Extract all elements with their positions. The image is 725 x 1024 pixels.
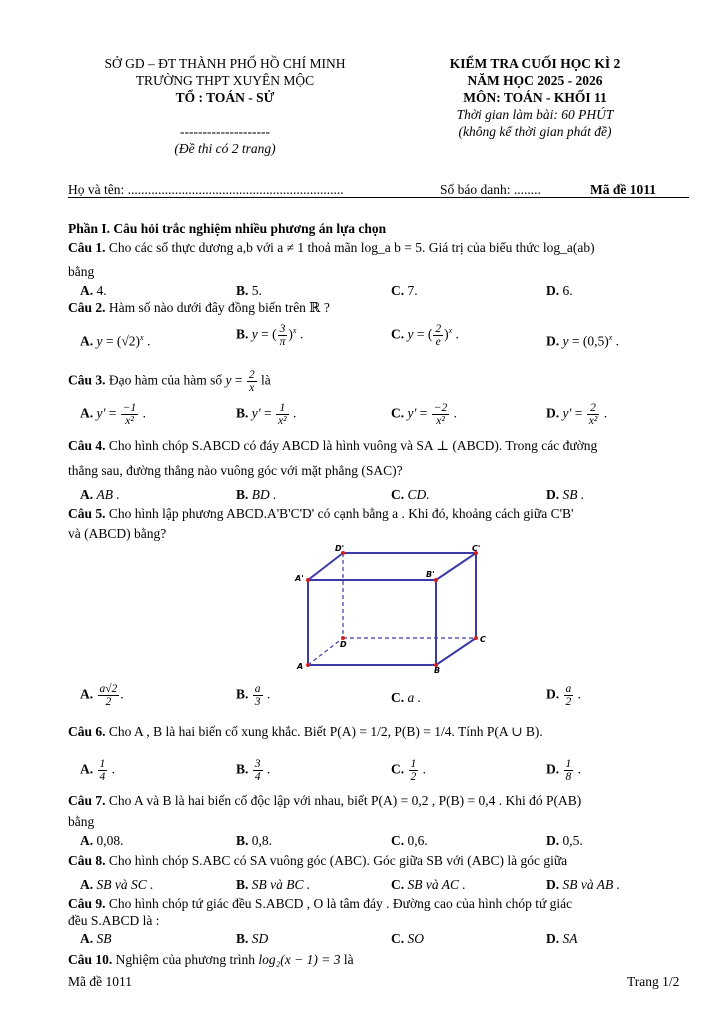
- q3-label: Câu 3.: [68, 372, 106, 388]
- q1-label: Câu 1.: [68, 240, 106, 255]
- q2-option-c[interactable]: C. y = ( $\frac{2}{e}$ )$^x$ .: [391, 322, 459, 348]
- group-name: TỔ : TOÁN - SỬ: [175, 90, 275, 105]
- q6-option-c[interactable]: C. $\frac{1}{2}$ .: [391, 758, 426, 783]
- q3-option-b[interactable]: B. y' = $\frac{1}{\text{x²}}$ .: [236, 402, 297, 427]
- q4-cont: thẳng sau, đường thẳng nào vuông góc với mặt phẳng (SAC)?: [68, 463, 403, 478]
- q6-option-d[interactable]: D. $\frac{1}{8}$ .: [546, 758, 581, 783]
- q1-option-b[interactable]: B. 5.: [236, 283, 262, 298]
- q1-option-c[interactable]: C. 7.: [391, 283, 418, 298]
- q2-option-d[interactable]: D. $y = (0,5)^x$ .: [546, 333, 620, 349]
- q7-option-b[interactable]: B. 0,8.: [236, 833, 273, 848]
- q7-cont: bằng: [68, 814, 95, 829]
- q9-option-a[interactable]: A. SB: [80, 931, 112, 946]
- q8-text: Cho hình chóp S.ABC có SA vuông góc (ABC). Góc giữa SB với (ABC) là góc giữa: [108, 853, 568, 868]
- student-name-field: Họ và tên: ................................................................: [68, 182, 344, 197]
- q9-cont: đều S.ABCD là :: [68, 913, 160, 928]
- school-year: NĂM HỌC 2025 - 2026: [467, 73, 603, 88]
- duration-note: (không kể thời gian phát đề): [458, 124, 612, 139]
- q7-option-a[interactable]: A. 0,08.: [80, 833, 124, 848]
- question-8: [68, 852, 567, 869]
- q8-label: Câu 8.: [68, 853, 106, 868]
- subject: MÔN: TOÁN - KHỐI 11: [463, 90, 607, 105]
- vertex-D1: D': [335, 544, 345, 553]
- q7-option-c[interactable]: C. 0,6.: [391, 833, 428, 848]
- footer-exam-code: Mã đề 1011: [68, 974, 132, 989]
- vertex-C: C: [480, 635, 486, 644]
- q9-label: Câu 9.: [68, 896, 106, 911]
- cube-figure: [288, 540, 498, 675]
- q5-cont: và (ABCD) bằng?: [68, 526, 167, 541]
- q4-option-c[interactable]: C. CD.: [391, 487, 430, 502]
- vertex-B1: B': [426, 570, 435, 579]
- q6-text: Cho A , B là hai biến cố xung khắc. Biết P(A) = 1/2, P(B) = 1/4. Tính P(A ∪ B).: [108, 724, 543, 739]
- header-left: [70, 55, 380, 157]
- header-right: [410, 55, 660, 140]
- dept-name: SỞ GD – ĐT THÀNH PHỐ HỒ CHÍ MINH: [104, 56, 346, 71]
- q4-option-a[interactable]: A. AB .: [80, 487, 120, 502]
- q6-option-a[interactable]: A. $\frac{1}{4}$ .: [80, 758, 115, 783]
- q9-option-b[interactable]: B. SD: [236, 931, 269, 946]
- question-3: Câu 3. Đạo hàm của hàm số y = $\frac{2}{x}$ là: [68, 369, 271, 394]
- q5-option-b[interactable]: B. $\frac{a}{3}$ .: [236, 683, 271, 708]
- q8-option-d[interactable]: D. SB và AB .: [546, 877, 620, 892]
- q2-option-b[interactable]: B. y = ( $\frac{3}{\pi}$ )$^x$ .: [236, 322, 304, 348]
- q6-option-b[interactable]: B. $\frac{3}{4}$ .: [236, 758, 271, 783]
- q1-option-d[interactable]: D. 6.: [546, 283, 573, 298]
- school-name: TRƯỜNG THPT XUYÊN MỘC: [135, 73, 315, 88]
- section-title: Phần I. Câu hỏi trắc nghiệm nhiều phương án lựa chọn: [68, 221, 387, 236]
- question-1: [68, 239, 595, 256]
- q9-text: Cho hình chóp tứ giác đều S.ABCD , O là tâm đáy . Đường cao của hình chóp tứ giác: [108, 896, 573, 911]
- exam-title: KIỂM TRA CUỐI HỌC KÌ 2: [449, 56, 621, 71]
- question-7: [68, 792, 581, 809]
- vertex-C1: C': [472, 544, 481, 553]
- q7-option-d[interactable]: D. 0,5.: [546, 833, 583, 848]
- q4-text: Cho hình chóp S.ABCD có đáy ABCD là hình vuông và SA ⊥ (ABCD). Trong các đường: [108, 438, 598, 453]
- question-5: [68, 505, 573, 522]
- q2-label: Câu 2.: [68, 300, 106, 315]
- q9-option-c[interactable]: C. SO: [391, 931, 424, 946]
- vertex-A: A: [297, 662, 304, 671]
- q5-label: Câu 5.: [68, 506, 106, 521]
- q7-text: Cho A và B là hai biến cố độc lập với nhau, biết P(A) = 0,2 , P(B) = 0,4 . Khi đó P(AB): [108, 793, 582, 808]
- q8-option-c[interactable]: C. SB và AC .: [391, 877, 466, 892]
- question-9: [68, 895, 572, 912]
- q5-text: Cho hình lập phương ABCD.A'B'C'D' có cạnh bằng a . Khi đó, khoảng cách giữa C'B': [108, 506, 574, 521]
- page-note: (Đề thi có 2 trang): [174, 141, 276, 156]
- q4-option-d[interactable]: D. SB .: [546, 487, 585, 502]
- q4-label: Câu 4.: [68, 438, 106, 453]
- q5-option-a[interactable]: A. $\frac{a√2}{2}$ .: [80, 683, 124, 708]
- question-6: [68, 723, 543, 740]
- q4-option-b[interactable]: B. BD .: [236, 487, 277, 502]
- q1-cont: bằng: [68, 264, 95, 279]
- q3-option-d[interactable]: D. y' = $\frac{2}{\text{x²}}$ .: [546, 402, 608, 427]
- duration: Thời gian làm bài: 60 PHÚT: [456, 107, 614, 122]
- q3-option-c[interactable]: C. y' = $\frac{-2}{\text{x²}}$ .: [391, 402, 458, 427]
- q1-text: Cho các số thực dương a,b với a ≠ 1 thoả mãn log_a b = 5. Giá trị của biểu thức log_a(ab): [108, 240, 595, 255]
- q2-option-a[interactable]: A. $y = (√2)^x$ .: [80, 333, 151, 349]
- q8-option-a[interactable]: A. SB và SC .: [80, 877, 154, 892]
- q5-option-c[interactable]: C. a .: [391, 690, 421, 705]
- q6-label: Câu 6.: [68, 724, 106, 739]
- q8-option-b[interactable]: B. SB và BC .: [236, 877, 311, 892]
- separator: --------------------: [180, 124, 270, 139]
- q9-option-d[interactable]: D. SA: [546, 931, 578, 946]
- q3-option-a[interactable]: A. y' = $\frac{-1}{\text{x²}}$ .: [80, 402, 147, 427]
- student-id-field: Số báo danh: ........: [440, 182, 541, 197]
- vertex-B: B: [434, 666, 441, 675]
- question-10: Câu 10. Nghiệm của phương trình log₂(x − 1) = 3 là: [68, 952, 354, 967]
- q1-option-a[interactable]: A. 4.: [80, 283, 107, 298]
- exam-code: Mã đề 1011: [590, 182, 656, 197]
- q2-text: Hàm số nào dưới đây đồng biến trên ℝ ?: [108, 300, 330, 315]
- q5-option-d[interactable]: D. $\frac{a}{2}$ .: [546, 683, 581, 708]
- question-4: [68, 437, 597, 454]
- vertex-A1: A': [295, 574, 304, 583]
- q7-label: Câu 7.: [68, 793, 106, 808]
- footer-page-number: Trang 1/2: [627, 974, 680, 989]
- question-2: [68, 299, 330, 316]
- vertex-D: D: [340, 640, 347, 649]
- q10-label: Câu 10.: [68, 952, 113, 967]
- info-underline: [68, 197, 689, 198]
